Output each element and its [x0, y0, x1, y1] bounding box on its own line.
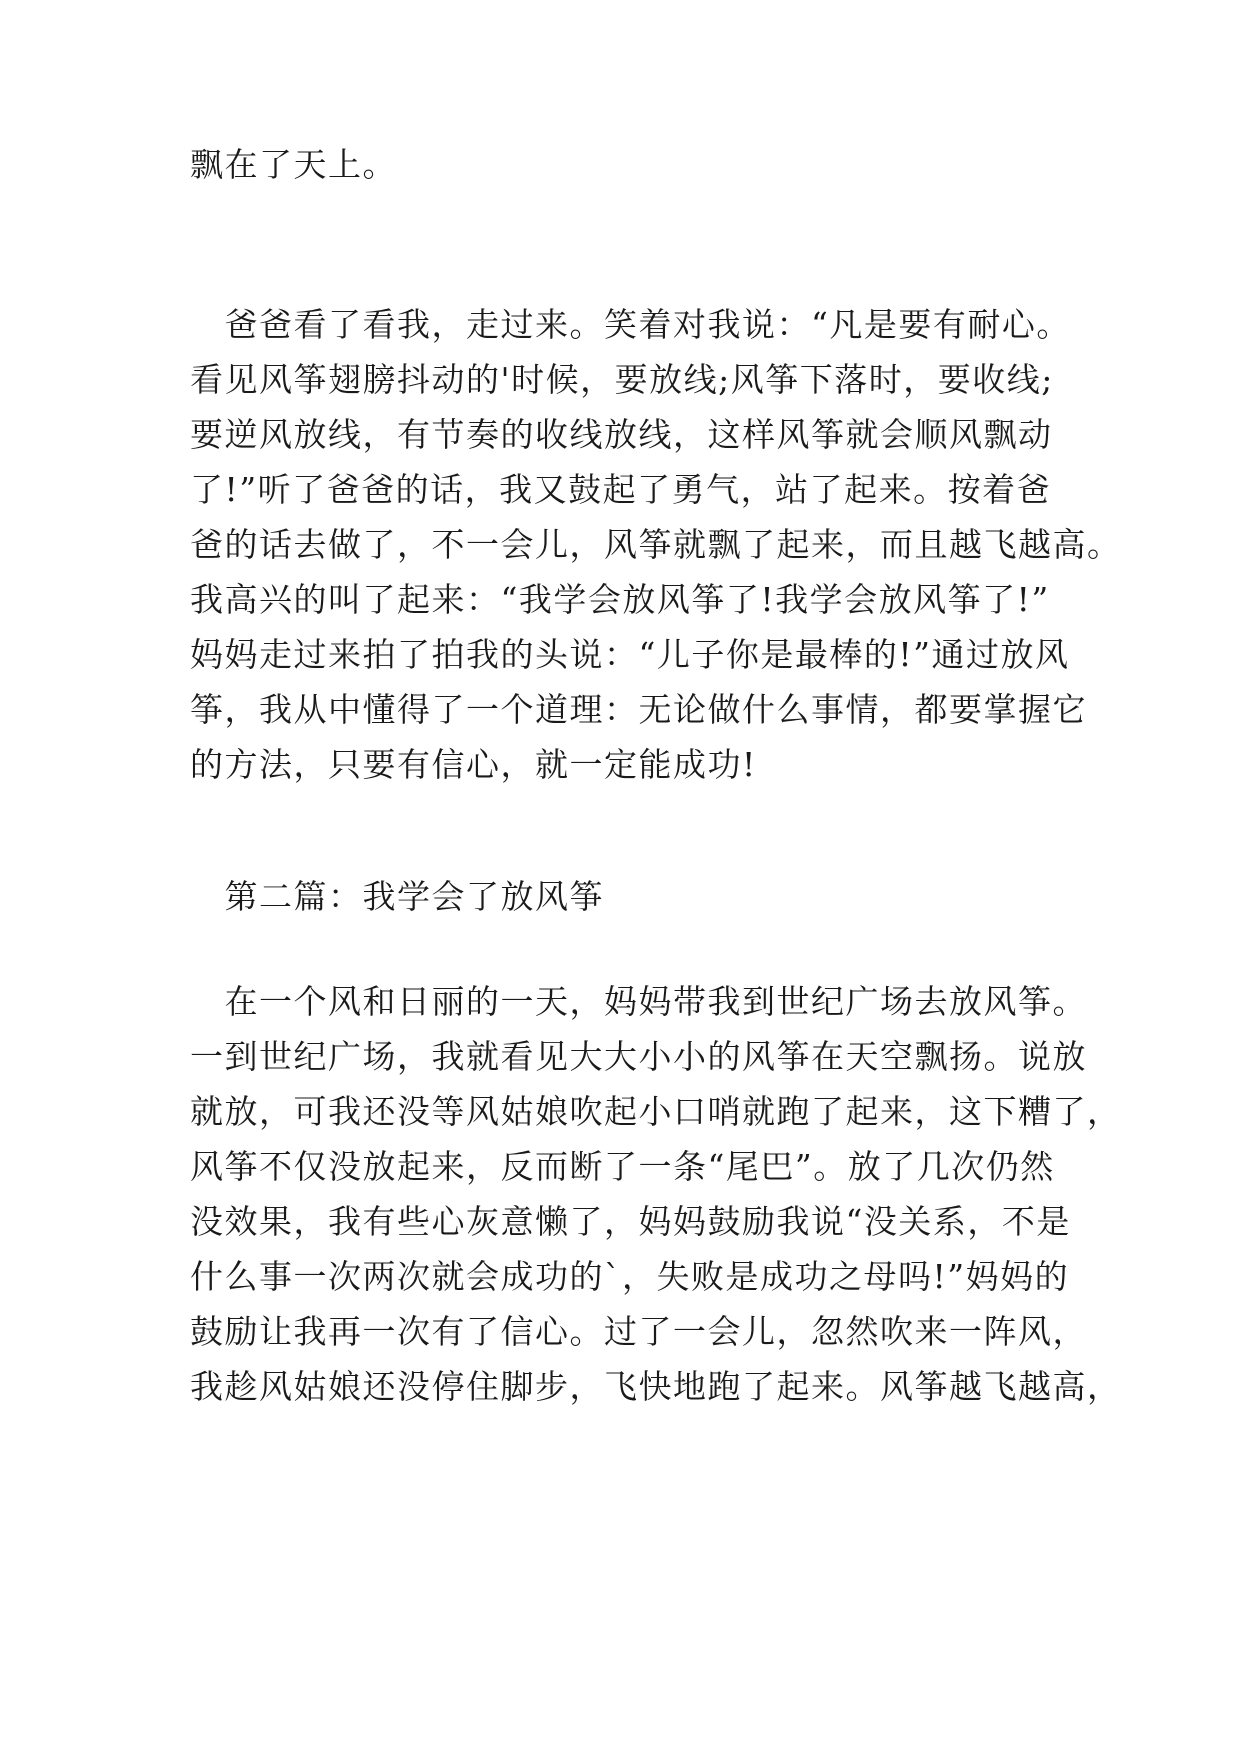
paragraph-line: 了!”听了爸爸的话，我又鼓起了勇气，站了起来。按着爸 [190, 470, 1052, 509]
paragraph-line: 在一个风和日丽的一天，妈妈带我到世纪广场去放风筝。 [190, 982, 1087, 1021]
paragraph-line: 爸爸看了看我，走过来。笑着对我说：“凡是要有耐心。 [190, 305, 1071, 344]
paragraph-line: 妈妈走过来拍了拍我的头说：“儿子你是最棒的!”通过放风 [190, 635, 1070, 674]
paragraph-line: 什么事一次两次就会成功的`，失败是成功之母吗!”妈妈的 [190, 1257, 1070, 1296]
paragraph-line: 的方法，只要有信心，就一定能成功! [190, 745, 757, 784]
paragraph-line: 我趁风姑娘还没停住脚步，飞快地跑了起来。风筝越飞越高， [190, 1367, 1122, 1406]
paragraph-line: 看见风筝翅膀抖动的'时候，要放线;风筝下落时，要收线; [190, 360, 1054, 399]
section-heading: 第二篇：我学会了放风筝 [190, 877, 604, 916]
paragraph-line: 筝，我从中懂得了一个道理：无论做什么事情，都要掌握它 [190, 690, 1087, 729]
paragraph-line: 一到世纪广场，我就看见大大小小的风筝在天空飘扬。说放 [190, 1037, 1087, 1076]
paragraph-line: 鼓励让我再一次有了信心。过了一会儿，忽然吹来一阵风， [190, 1312, 1087, 1351]
continuation-line: 飘在了天上。 [190, 145, 397, 184]
paragraph-line: 就放，可我还没等风姑娘吹起小口哨就跑了起来，这下糟了， [190, 1092, 1122, 1131]
paragraph-line: 我高兴的叫了起来：“我学会放风筝了!我学会放风筝了!” [190, 580, 1050, 619]
paragraph-line: 要逆风放线，有节奏的收线放线，这样风筝就会顺风飘动 [190, 415, 1053, 454]
paragraph-line: 爸的话去做了，不一会儿，风筝就飘了起来，而且越飞越高。 [190, 525, 1122, 564]
paragraph-line: 风筝不仅没放起来，反而断了一条“尾巴”。放了几次仍然 [190, 1147, 1055, 1186]
paragraph-line: 没效果，我有些心灰意懒了，妈妈鼓励我说“没关系，不是 [190, 1202, 1071, 1241]
